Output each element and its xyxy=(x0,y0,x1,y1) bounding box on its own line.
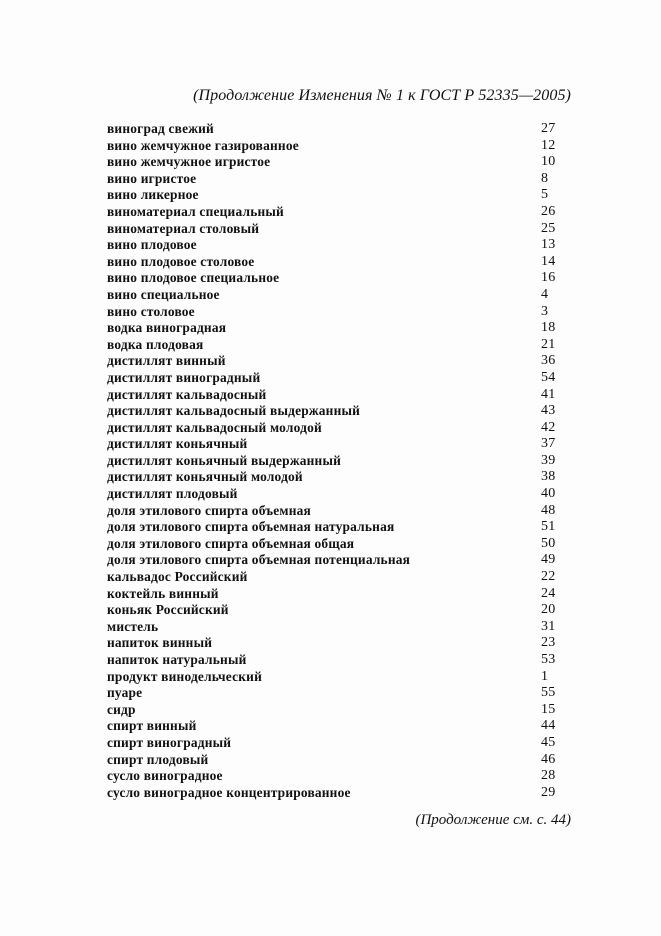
term-label: напиток натуральный xyxy=(107,652,247,667)
term-number: 45 xyxy=(541,734,556,750)
term-label: водка виноградная xyxy=(107,320,227,336)
term-number: 12 xyxy=(541,137,556,153)
term-row xyxy=(107,552,557,569)
term-number: 13 xyxy=(541,237,556,253)
term-row xyxy=(107,669,557,686)
term-number: 1 xyxy=(541,668,549,684)
term-label: дистиллят коньячный молодой xyxy=(107,469,303,485)
term-number: 48 xyxy=(541,502,556,518)
term-row xyxy=(107,586,557,603)
term-label: кальвадос Российский xyxy=(107,569,248,585)
term-row xyxy=(107,403,557,420)
term-number: 55 xyxy=(541,685,556,701)
term-number: 24 xyxy=(541,585,556,601)
term-label: сусло виноградное xyxy=(107,768,223,784)
term-row xyxy=(107,420,557,437)
term-number: 41 xyxy=(541,386,556,402)
term-row xyxy=(107,237,557,254)
term-row xyxy=(107,187,557,204)
term-row xyxy=(107,370,557,387)
term-number: 42 xyxy=(541,419,556,435)
term-number: 38 xyxy=(541,469,556,485)
continuation-header: (Продолжение Изменения № 1 к ГОСТ Р 52335—2005) xyxy=(193,87,571,104)
term-label: дистиллят кальвадосный выдержанный xyxy=(107,403,361,419)
term-label: доля этилового спирта объемная натуральная xyxy=(107,519,395,535)
term-row xyxy=(107,353,557,370)
term-label: напиток винный xyxy=(107,635,213,651)
term-row xyxy=(107,270,557,287)
term-label: дистиллят кальвадосный xyxy=(107,386,267,402)
term-label: дистиллят кальвадосный молодой xyxy=(107,419,322,435)
term-row xyxy=(107,154,557,171)
term-number: 54 xyxy=(541,369,556,385)
term-number: 25 xyxy=(541,220,556,236)
term-row xyxy=(107,337,557,354)
term-row xyxy=(107,387,557,404)
term-number: 8 xyxy=(541,170,549,186)
term-row xyxy=(107,718,557,735)
term-label: вино игристое xyxy=(107,170,197,186)
term-label: дистиллят плодовый xyxy=(107,486,238,502)
term-number: 22 xyxy=(541,569,556,585)
term-row xyxy=(107,768,557,785)
term-row xyxy=(107,503,557,520)
term-row xyxy=(107,635,557,652)
term-row xyxy=(107,735,557,752)
term-label: водка плодовая xyxy=(107,336,204,352)
term-label: продукт винодельческий xyxy=(107,668,262,684)
term-number: 23 xyxy=(541,635,556,651)
term-label: виноматериал столовый xyxy=(107,220,260,236)
term-number: 14 xyxy=(541,253,556,269)
term-label: вино специальное xyxy=(107,286,220,302)
term-label: вино ликерное xyxy=(107,187,199,203)
term-label: доля этилового спирта объемная xyxy=(107,502,311,518)
term-row xyxy=(107,602,557,619)
term-number: 27 xyxy=(541,121,556,136)
term-label: дистиллят винный xyxy=(107,353,226,369)
term-number: 4 xyxy=(541,286,549,302)
term-label: вино жемчужное игристое xyxy=(107,154,271,170)
term-label: спирт виноградный xyxy=(107,734,232,750)
term-number: 46 xyxy=(541,751,556,767)
term-label: вино плодовое специальное xyxy=(107,270,280,286)
term-row xyxy=(107,138,557,155)
term-label: вино плодовое столовое xyxy=(107,253,255,269)
term-number: 37 xyxy=(541,436,556,452)
term-label: коньяк Российский xyxy=(107,602,229,618)
term-label: коктейль винный xyxy=(107,585,219,601)
term-row xyxy=(107,469,557,486)
term-row xyxy=(107,652,557,669)
term-number: 10 xyxy=(541,154,556,170)
term-row xyxy=(107,171,557,188)
term-number: 36 xyxy=(541,353,556,369)
term-index-list xyxy=(107,121,557,801)
term-row xyxy=(107,619,557,636)
term-row xyxy=(107,453,557,470)
term-label: спирт плодовый xyxy=(107,751,209,767)
term-row xyxy=(107,486,557,503)
term-label: спирт винный xyxy=(107,718,197,734)
term-number: 18 xyxy=(541,320,556,336)
term-row xyxy=(107,785,557,802)
term-number: 28 xyxy=(541,768,556,784)
term-label: вино плодовое xyxy=(107,237,197,253)
term-number: 15 xyxy=(541,701,556,717)
term-number: 53 xyxy=(541,652,556,667)
term-number: 16 xyxy=(541,270,556,286)
term-number: 50 xyxy=(541,535,556,551)
term-label: виноград свежий xyxy=(107,121,214,136)
term-label: дистиллят коньячный выдержанный xyxy=(107,452,342,468)
term-label: сидр xyxy=(107,701,136,717)
term-number: 26 xyxy=(541,203,556,219)
term-label: вино столовое xyxy=(107,303,195,319)
term-number: 40 xyxy=(541,486,556,502)
term-label: вино жемчужное газированное xyxy=(107,137,299,153)
term-label: доля этилового спирта объемная общая xyxy=(107,535,355,551)
term-row xyxy=(107,121,557,138)
term-row xyxy=(107,221,557,238)
term-number: 44 xyxy=(541,718,556,734)
term-row xyxy=(107,536,557,553)
term-label: доля этилового спирта объемная потенциальная xyxy=(107,552,411,568)
term-number: 31 xyxy=(541,618,556,634)
term-label: сусло виноградное концентрированное xyxy=(107,784,351,800)
term-label: пуаре xyxy=(107,685,143,701)
term-row xyxy=(107,685,557,702)
term-number: 21 xyxy=(541,336,556,352)
term-label: дистиллят коньячный xyxy=(107,436,248,452)
continuation-footer: (Продолжение см. с. 44) xyxy=(415,812,571,828)
term-row xyxy=(107,204,557,221)
term-number: 51 xyxy=(541,519,556,535)
term-row xyxy=(107,702,557,719)
term-row xyxy=(107,320,557,337)
term-row xyxy=(107,519,557,536)
term-row xyxy=(107,752,557,769)
term-row xyxy=(107,569,557,586)
term-label: дистиллят виноградный xyxy=(107,369,261,385)
term-row xyxy=(107,287,557,304)
term-row xyxy=(107,436,557,453)
term-number: 29 xyxy=(541,784,556,800)
term-label: мистель xyxy=(107,618,159,634)
term-number: 5 xyxy=(541,187,549,203)
term-number: 20 xyxy=(541,602,556,618)
term-number: 49 xyxy=(541,552,556,568)
term-row xyxy=(107,254,557,271)
term-number: 39 xyxy=(541,452,556,468)
term-label: виноматериал специальный xyxy=(107,203,284,219)
term-number: 3 xyxy=(541,303,549,319)
term-row xyxy=(107,304,557,321)
term-number: 43 xyxy=(541,403,556,419)
